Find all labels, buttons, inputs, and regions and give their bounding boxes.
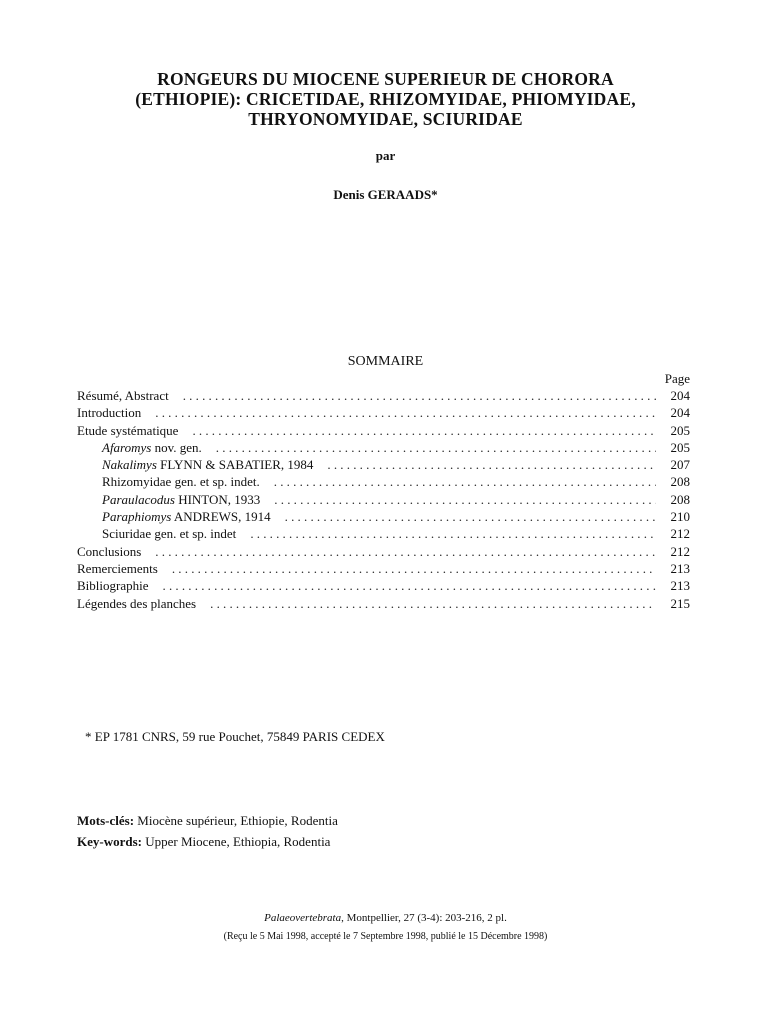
toc-entry-genus: Nakalimys [102, 457, 157, 473]
toc-entry [77, 595, 690, 612]
toc-entry-page: 213 [670, 560, 690, 576]
toc-entry-page: 208 [670, 491, 690, 507]
toc-entry-text: Remerciements [77, 560, 158, 576]
toc-leader-dots [274, 473, 656, 490]
toc-entry-page: 205 [670, 439, 690, 455]
toc-entry-label [102, 456, 313, 473]
toc-list [77, 387, 690, 612]
toc-entry-text: nov. gen. [151, 439, 202, 455]
keywords-french-text: Miocène supérieur, Ethiopie, Rodentia [134, 813, 338, 828]
toc-entry-page: 212 [670, 526, 690, 542]
toc-entry [77, 543, 690, 560]
toc-entry-page: 215 [670, 595, 690, 611]
toc-entry-text: Rhizomyidae gen. et sp. indet. [102, 474, 260, 490]
table-of-contents [77, 370, 690, 612]
journal-citation [0, 912, 771, 924]
toc-entry [77, 525, 690, 542]
toc-entry [77, 404, 690, 421]
keywords-french [77, 813, 338, 829]
toc-leader-dots [250, 525, 656, 542]
toc-entry-label [77, 422, 178, 439]
toc-entry-page: 208 [670, 474, 690, 490]
toc-entry-label [77, 595, 196, 612]
toc-entry [77, 508, 690, 525]
toc-entry-label [77, 543, 141, 560]
toc-entry-genus: Paraphiomys [102, 509, 172, 525]
toc-entry-page: 213 [670, 578, 690, 594]
toc-entry-label [102, 439, 202, 456]
author-affiliation-footnote: * EP 1781 CNRS, 59 rue Pouchet, 75849 PARIS CEDEX [85, 729, 385, 744]
toc-entry-text: Légendes des planches [77, 595, 197, 611]
toc-leader-dots [155, 543, 656, 560]
toc-entry-text: Résumé, Abstract [77, 388, 169, 403]
toc-entry-label [102, 473, 260, 490]
toc-entry-genus: Paraulacodus [102, 491, 175, 507]
title-line-3: THRYONOMYIDAE, SCIURIDAE [248, 109, 523, 129]
toc-entry-label [77, 387, 169, 404]
toc-entry-text: Bibliographie [77, 578, 149, 594]
citation-details: , Montpellier, 27 (3-4): 203-216, 2 pl. [341, 912, 507, 924]
toc-leader-dots [327, 456, 656, 473]
toc-leader-dots [285, 508, 656, 525]
toc-entry-page: 205 [670, 422, 690, 438]
journal-name: Palaeovertebrata [264, 912, 342, 924]
toc-entry-page: 204 [670, 405, 690, 421]
page-column-label: Page [664, 371, 690, 386]
toc-entry [77, 439, 690, 456]
toc-entry-label [102, 508, 271, 525]
toc-entry-text: Introduction [77, 405, 142, 421]
toc-entry-text: HINTON, 1933 [174, 491, 261, 507]
toc-entry [77, 387, 690, 404]
toc-entry-text: Sciuridae gen. et sp. indet [102, 526, 237, 542]
title-line-2: (ETHIOPIE): CRICETIDAE, RHIZOMYIDAE, PHIOMYIDAE, [135, 89, 636, 109]
toc-entry-text: Etude systématique [77, 422, 179, 438]
publication-dates: (Reçu le 5 Mai 1998, accepté le 7 Septembre 1998, publié le 15 Décembre 1998) [223, 931, 548, 942]
keywords-english-label: Key-words: [77, 834, 142, 849]
toc-leader-dots [210, 595, 656, 612]
toc-leader-dots [216, 439, 656, 456]
toc-entry-label [102, 525, 236, 542]
toc-entry [77, 491, 690, 508]
toc-entry [77, 577, 690, 594]
toc-leader-dots [163, 577, 657, 594]
toc-entry-genus: Afaromys [102, 439, 152, 455]
toc-entry [77, 560, 690, 577]
toc-entry-text: Conclusions [77, 543, 142, 559]
toc-entry-page: 207 [670, 457, 690, 473]
article-title [0, 69, 771, 129]
toc-entry [77, 456, 690, 473]
toc-leader-dots [155, 404, 656, 421]
keywords-english [77, 834, 330, 850]
title-line-1: RONGEURS DU MIOCENE SUPERIEUR DE CHORORA [157, 69, 614, 89]
keywords-english-text: Upper Miocene, Ethiopia, Rodentia [142, 834, 331, 849]
toc-entry-label [77, 404, 141, 421]
toc-leader-dots [192, 422, 656, 439]
toc-entry-text: FLYNN & SABATIER, 1984 [156, 457, 314, 473]
toc-entry-label [77, 560, 158, 577]
toc-entry-label [77, 577, 149, 594]
author-name: Denis GERAADS* [333, 187, 438, 202]
toc-entry-page: 210 [670, 509, 690, 525]
keywords-french-label: Mots-clés: [77, 813, 135, 828]
toc-entry-text: ANDREWS, 1914 [171, 509, 271, 525]
toc-entry-page: 212 [670, 543, 690, 559]
toc-entry-label [102, 491, 260, 508]
toc-leader-dots [172, 560, 656, 577]
by-line: par [375, 148, 396, 163]
toc-entry [77, 473, 690, 490]
toc-entry [77, 422, 690, 439]
toc-entry-page: 204 [670, 388, 690, 403]
toc-leader-dots [183, 387, 656, 404]
summary-heading: SOMMAIRE [347, 354, 424, 369]
toc-leader-dots [274, 491, 656, 508]
